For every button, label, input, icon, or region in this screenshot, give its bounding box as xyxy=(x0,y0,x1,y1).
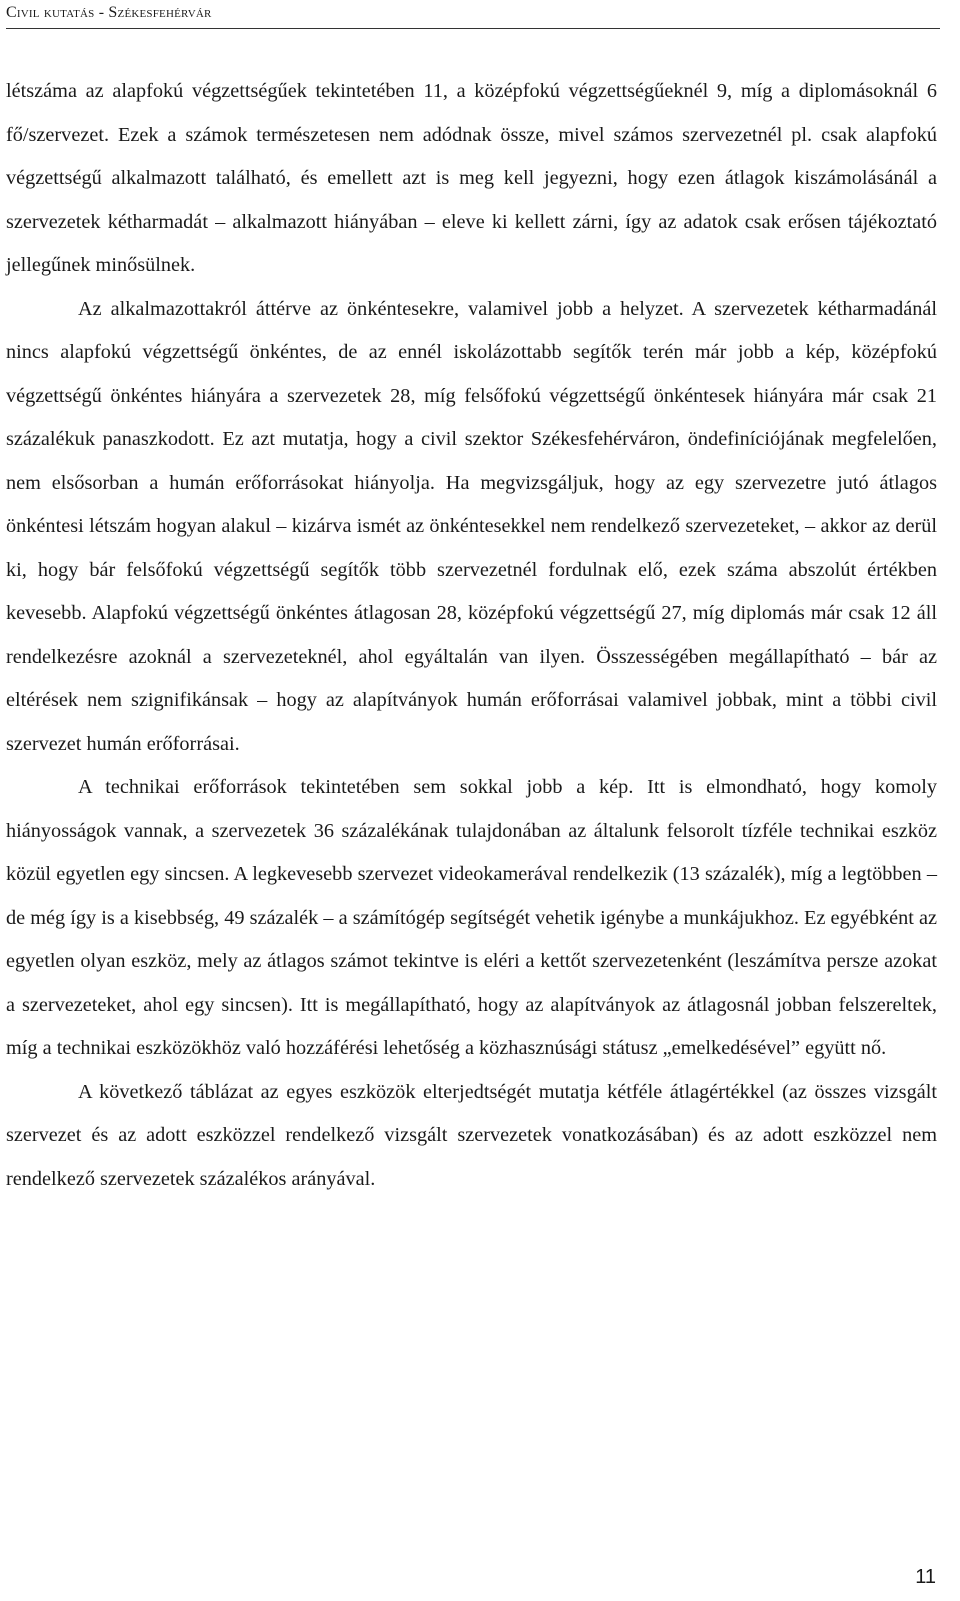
paragraph-3: A technikai erőforrások tekintetében sem sokkal jobb a kép. Itt is elmondható, hogy komoly hiányosságok vannak, a szervezetek 36 százalékának tulajdonában az általunk felsorolt tízféle technikai eszköz közül egyetlen egy sincsen. A legkevesebb szervezet videokamerával rendelkezik (13 százalék), míg a legtöbben – de még így is a kisebbség, 49 százalék – a számítógép segítségét vehetik igénybe a munkájukhoz. Ez egyébként az egyetlen olyan eszköz, mely az átlagos számot tekintve is eléri a kettőt szervezetenként (leszámítva persze azokat a szervezeteket, ahol egy sincsen). Itt is megállapítható, hogy az alapítványok az átlagosnál jobban felszereltek, míg a technikai eszközökhöz való hozzáférési lehetőség a közhasznúsági státusz „emelkedésével” együtt nő. xyxy=(6,776,937,1059)
running-header: Civil kutatás - Székesfehérvár xyxy=(6,4,212,21)
paragraph-4: A következő táblázat az egyes eszközök elterjedtségét mutatja kétféle átlagértékkel (az összes vizsgált szervezet és az adott eszközzel rendelkező vizsgált szervezetek vonatkozásában) és az adott eszközzel nem rendelkező szervezetek százalékos arányával. xyxy=(6,1080,937,1190)
paragraph-2: Az alkalmazottakról áttérve az önkéntesekre, valamivel jobb a helyzet. A szervezetek kétharmadánál nincs alapfokú végzettségű önkéntes, de az ennél iskolázottabb segítők terén már jobb a kép, középfokú végzettségű önkéntes hiányára a szervezetek 28, míg felsőfokú végzettségű önkéntesek hiányára már csak 21 százalékuk panaszkodott. Ez azt mutatja, hogy a civil szektor Székesfehérváron, öndefiníciójának megfelelően, nem elsősorban a humán erőforrásokat hiányolja. Ha megvizsgáljuk, hogy az egy szervezetre jutó átlagos önkéntesi létszám hogyan alakul – kizárva ismét az önkéntesekkel nem rendelkező szervezeteket, – akkor az derül ki, hogy bár felsőfokú végzettségű segítők több szervezetnél fordulnak elő, ezek száma abszolút értékben kevesebb. Alapfokú végzettségű önkéntes átlagosan 28, középfokú végzettségű 27, míg diplomás már csak 12 áll rendelkezésre azoknál a szervezeteknél, ahol egyáltalán van ilyen. Összességében megállapítható – bár az eltérések nem szignifikánsak – hogy az alapítványok humán erőforrásai valamivel jobbak, mint a többi civil szervezet humán erőforrásai. xyxy=(6,297,937,755)
paragraph-1: létszáma az alapfokú végzettségűek tekintetében 11, a középfokú végzettségűeknél 9, míg a diplomásoknál 6 fő/szervezet. Ezek a számok természetesen nem adódnak össze, mivel számos szervezetnél pl. csak alapfokú végzettségű alkalmazott található, és emellett azt is meg kell jegyezni, hogy ezen átlagok kiszámolásánál a szervezetek kétharmadát – alkalmazott hiányában – eleve ki kellett zárni, így az adatok csak erősen tájékoztató jellegűnek minősülnek. xyxy=(6,80,937,276)
page-number: 11 xyxy=(915,1566,936,1588)
header-divider xyxy=(6,28,940,29)
document-body xyxy=(6,70,937,1201)
